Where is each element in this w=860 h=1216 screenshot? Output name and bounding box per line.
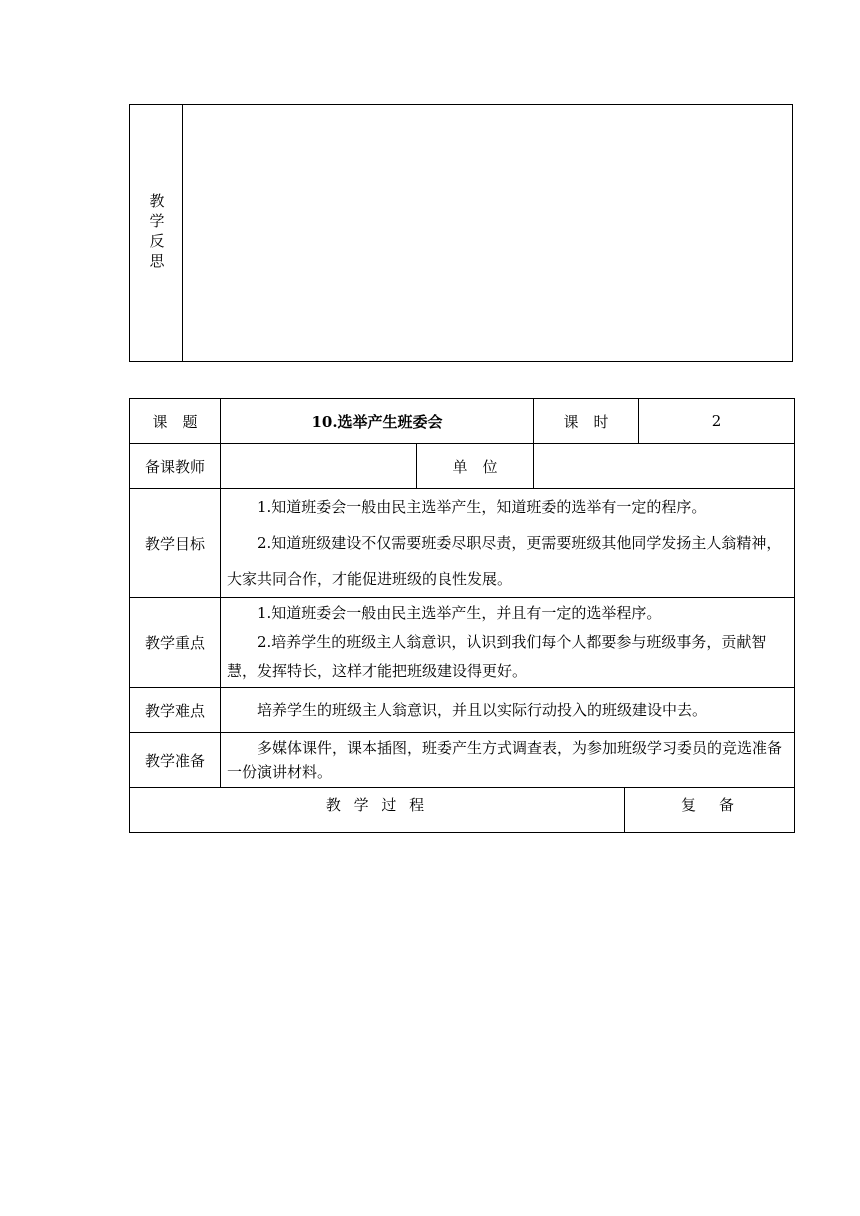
unit-value: [534, 444, 795, 489]
difficulty-row: [130, 688, 795, 733]
lesson-plan-table: [129, 398, 795, 833]
key-point-item: 1.知道班委会一般由民主选举产生，并且有一定的选举程序。: [257, 604, 662, 622]
teacher-label: 备课教师: [130, 444, 221, 489]
teacher-value: [221, 444, 417, 489]
goals-content: [221, 489, 795, 598]
difficulty-label: 教学难点: [130, 688, 221, 733]
goal-item: 2.知道班级建设不仅需要班委尽职尽责，更需要班级其他同学发扬主人翁精神，大家共同合作，才能促进班级的良性发展。: [227, 534, 782, 588]
key-points-label: 教学重点: [130, 598, 221, 688]
reflection-table: [129, 104, 793, 362]
hours-value: 2: [639, 399, 795, 444]
key-points-row: [130, 598, 795, 688]
prep-content: [221, 733, 795, 788]
goals-row: [130, 489, 795, 598]
teacher-row: [130, 444, 795, 489]
key-points-content: [221, 598, 795, 688]
prep-text: 多媒体课件，课本插图，班委产生方式调查表，为参加班级学习委员的竞选准备一份演讲材料。: [227, 739, 783, 781]
process-header-row: [130, 788, 795, 833]
reflection-content: [183, 105, 792, 361]
difficulty-text: 培养学生的班级主人翁意识，并且以实际行动投入的班级建设中去。: [257, 701, 708, 719]
reflection-label-cell: [130, 105, 183, 361]
topic-value: 10.选举产生班委会: [221, 399, 534, 444]
process-label: 教 学 过 程: [130, 788, 625, 833]
goal-item: 1.知道班委会一般由民主选举产生，知道班委的选举有一定的程序。: [257, 498, 707, 516]
prep-row: [130, 733, 795, 788]
topic-row: [130, 399, 795, 444]
key-point-item: 2.培养学生的班级主人翁意识，认识到我们每个人都要参与班级事务，贡献智慧，发挥特长，这样才能把班级建设得更好。: [227, 633, 767, 680]
reflection-label: 教学反思: [147, 193, 166, 273]
unit-label: 单 位: [417, 444, 534, 489]
topic-label: 课 题: [130, 399, 221, 444]
prep-label: 教学准备: [130, 733, 221, 788]
goals-label: 教学目标: [130, 489, 221, 598]
review-label: 复 备: [625, 788, 795, 833]
hours-label: 课 时: [534, 399, 639, 444]
difficulty-content: [221, 688, 795, 733]
